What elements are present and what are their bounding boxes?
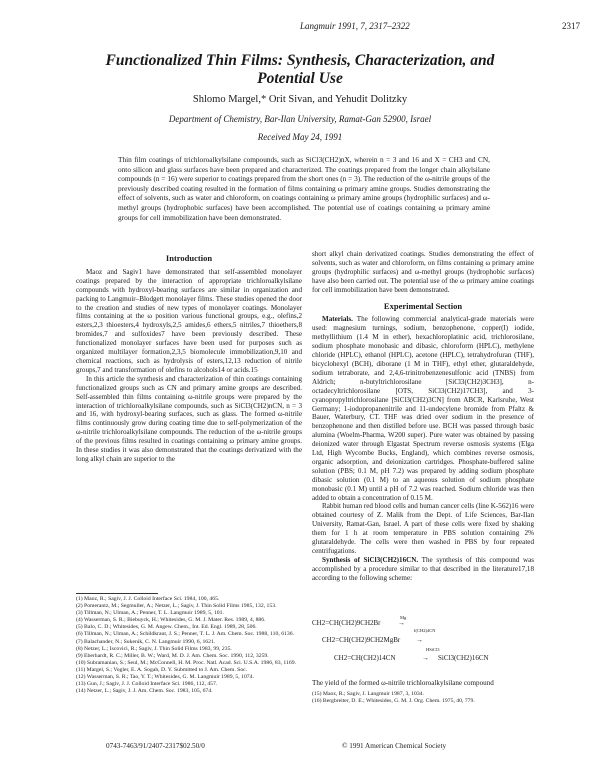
footer-code: 0743-7463/91/2407-2317$02.50/0 xyxy=(106,742,205,750)
footnote-rule xyxy=(76,593,158,594)
synthesis-label: Synthesis of SiCl3(CH2)16CN. xyxy=(322,555,419,564)
reference: (12) Wasserman, S. R.; Tao, Y. T.; Whitesides, G. M. Langmuir 1989, 5, 1074. xyxy=(76,674,254,681)
reference: (16) Bergbreiter, D. E.; Whitesides, G. M. J. Org. Chem. 1975, 40, 779. xyxy=(312,698,475,705)
experimental-heading: Experimental Section xyxy=(383,300,463,311)
materials-label: Materials. xyxy=(322,315,353,324)
scheme-step3-reagent: HSiCl3 xyxy=(426,647,440,652)
page-number: 2317 xyxy=(562,21,580,31)
reaction-scheme xyxy=(312,615,534,679)
scheme-arrow-icon: → xyxy=(416,636,423,644)
reference: (7) Balachander, N.; Sukenik, C. N. Langmuir 1990, 6, 1621. xyxy=(76,638,216,645)
intro-continuation: short alkyl chain derivatized coatings. Studies demonstrating the effect of solvents, such as water and chloroform, on films containing ω primary amine groups (hydrophilic surfaces) and ω-methyl groups (hydrophobic surfaces) have also been carried out. The potential use of the ω primary amine coatings for cell immobilization have been demonstrated. xyxy=(312,250,534,294)
reference: (6) Tillman, N.; Ulman, A.; Schildkraut, J. S.; Penner, T. L. J. Am. Chem. Soc. 1988, 110, 6136. xyxy=(76,631,295,638)
right-column xyxy=(312,250,534,583)
reference: (8) Netzer, L.; Iscovici, R.; Sagiv, J. Thin Solid Films 1983, 99, 235. xyxy=(76,645,232,652)
reference: (3) Tillman, N.; Ulman, A.; Penner, T. L. Langmuir 1989, 5, 101. xyxy=(76,610,224,617)
scheme-caption: The yield of the formed ω-nitrile trichloroalkylsilane compound xyxy=(312,679,494,687)
title-line-2: Potential Use xyxy=(257,70,343,87)
affiliation: Department of Chemistry, Bar-Ilan University, Ramat-Gan 52900, Israel xyxy=(168,114,432,124)
references-left xyxy=(76,596,302,695)
scheme-step2-reactant: CH2=CH(CH2)9CH2MgBr xyxy=(322,636,401,644)
left-column xyxy=(76,254,302,464)
cells-paragraph: Rabbit human red blood cells and human cancer cells (line K-562)16 were obtained courtesy of Z. Malik from the Dept. of Life Sciences, Bar-Ilan University, Ramat-Gan, Israel. A part of these cells were fixed by shaking them for 1 h at room temperature in PBS solution containing 2% glutaraldehyde. The cells were then washed in PBS by four repeated centrifugations. xyxy=(312,502,534,555)
abstract: Thin film coatings of trichloroalkylsilane compounds, such as SiCl3(CH2)nX, wherein n = 3 and 16 and X = CH3 and CN, onto silicon and glass surfaces have been prepared and characterized. The coatings prepared from the longer chain alkylsilane compounds (n = 16) were superior to coatings prepared from the short ones (n = 3). The reduction of the ω-nitrile groups of the previously described coating resulted in the formation of films containing ω primary amine groups. Studies demonstrating the effect of solvents, such as water and chloroform, on coatings containing ω primary amine groups (hydrophilic surfaces) and ω-methyl groups (hydrophobic surfaces) have been accomplished. The potential use of coatings containing ω primary amine groups for cell immobilization have been demonstrated. xyxy=(118,155,490,222)
synthesis-text: The synthesis of this compound was accomplished by a procedure similar to that described in the literature17,18 according to the following scheme: xyxy=(312,555,534,582)
intro-paragraph-1: Maoz and Sagiv1 have demonstrated that self-assembled monolayer coatings prepared by the interaction of appropriate trichloroalkylsilane compounds with hydroxyl-bearing surfaces are similar in organization and packing to Langmuir–Blodgett monolayer films. These studies opened the door to the creation and studies of new types of monolayer coatings. Monolayer films containing at the ω position various functional groups, e.g., olefins,2 esters,2,3 thioesters,4 hydroxyls,2,5 amides,6 ethers,5 nitriles,7 thioethers,8 bromides,7 and sulfoxides7 have been previously described. These functionalized monolayer surfaces have been used for purposes such as organized multilayer formation,2,3,5 biomolecule immobilization,9,10 and chemical reactions, such as hydrolysis of esters,12,13 reduction of nitrile groups,7 and transformation of olefins to alcohols14 or acids.15 xyxy=(76,267,302,374)
authors: Shlomo Margel,* Orit Sivan, and Yehudit Dolitzky xyxy=(192,94,408,105)
synthesis-paragraph xyxy=(312,556,534,583)
intro-paragraph-2: In this article the synthesis and characterization of thin coatings containing functionalized groups such as CN and primary amine groups are described. Self-assembled thin films containing ω-nitrile groups were prepared by the interaction of trichloroalkylsilane compounds, such as SiCl3(CH2)nCN, n = 3 and 16, with hydroxyl-bearing surfaces, such as glass. The formed ω-nitrile films continuously grow during coating time due to self-polymerization of the ω-nitrile trichloroalkylsilane compounds. The reduction of the ω-nitrile groups of the previous films resulted in coatings containing ω primary amine groups. In these studies it was also demonstrated that the coatings derivatized with the long alkyl chain are superior to the xyxy=(76,374,302,463)
scheme-step1-reagent: Mg xyxy=(400,615,407,620)
reference: (11) Margel, S.; Vogler, E. A. Sogah, D. Y. Submitted to J. Am. Chem. Soc. xyxy=(76,666,248,673)
references-right xyxy=(312,691,534,705)
scheme-step3-product: SiCl3(CH2)16CN xyxy=(438,654,489,662)
title-line-1: Functionalized Thin Films: Synthesis, Characterization, and xyxy=(105,52,495,69)
received-date: Received May 24, 1991 xyxy=(257,132,343,142)
scheme-arrow-icon: → xyxy=(422,654,429,662)
article-title xyxy=(0,52,600,88)
reference: (1) Maoz, R.; Sagiv, J. J. Colloid Interface Sci. 1984, 100, 465. xyxy=(76,596,220,602)
reference: (10) Subramanian, S.; Seul, M.; McConnell, H. M. Proc. Natl. Acad. Sci. U.S.A. 1986, 83, 1169. xyxy=(76,659,297,666)
running-header: Langmuir 1991, 7, 2317–2322 xyxy=(300,21,410,31)
scheme-step3-reactant: CH2=CH(CH2)14CN xyxy=(334,654,396,662)
scheme-step1-reactant: CH2=CH(CH2)9CH2Br xyxy=(312,619,381,627)
materials-text: The following commercial analytical-grade materials were used: magnesium turnings, sodium, benzophenone, copper(I) iodide, methyllithium (1.4 M in ether), hexachloroplatinic acid, trichlorosilane, sodium phosphate monobasic and dibasic, chloroform (HPLC), methylene chloride (HPLC), ethanol (HPLC), acetone (HPLC), tetrahydrofuran (THF), bicyclohexyl (BCH), diborane (1 M in THF), ethyl ether, glutaraldehyde, sodium tetraborate, and 2,4,6-trinitrobenzenesulfonic acid (TNBS) from Aldrich; n-butyltrichlorosilane [SiCl3(CH2)3CH3], n-octadecyltrichlorosilane [OTS, SiCl3(CH2)17CH3], and 3-cyanopropyltrichlorosilane [SiCl3(CH2)3CN] from ABCR, Karlsruhe, West Germany; 1-iodopropanenitrile and 11-undecylene bromide from Pfaltz & Bauer, Waterbury, CT. THF was dried over sodium in the presence of benzophenone and then distilled before use. BCH was passed through basic alumina (Woelm-Pharma, W200 super). Pure water was obtained by passing deionized water through Elgastat Spectrum reverse osmosis systems (Elga Ltd, High Wycombe Bucks, England), which combines reverse osmosis, organic adsorption, and deionization cartridges. Phosphate-buffered saline solution (PBS; 0.1 M, pH 7.2) was prepared by adding sodium phosphate dibasic solution (0.1 M) to an aqueous solution of sodium phosphate monobasic (0.1 M) until a pH of 7.2 was reached. Sodium chloride was then added to obtain a concentration of 0.15 M. xyxy=(312,315,534,502)
reference: (15) Maoz, R.; Sagiv, J. Langmuir 1987, 3, 1034. xyxy=(312,691,424,697)
footer-copyright: © 1991 American Chemical Society xyxy=(342,742,447,750)
reference: (5) Balo, C. D.; Whitesides, G. M. Angew. Chem., Int. Ed. Engl. 1989, 28, 506. xyxy=(76,624,257,631)
reference: (4) Wasserman, S. R.; Biebuyck, H.; Whitesides, G. M. J. Mater. Res. 1989, 4, 886. xyxy=(76,617,266,624)
scheme-step2-reagent: I(CH2)4CN xyxy=(414,628,436,633)
reference: (9) Eberhardt, R. C.; Miller, B. W.; Ward, M. D. J. Am. Chem. Soc. 1990, 112, 3259. xyxy=(76,652,269,659)
introduction-heading: Introduction xyxy=(165,253,213,263)
materials-paragraph xyxy=(312,315,534,502)
reference: (14) Netzer, L.; Sagiv, J. J. Am. Chem. Soc. 1983, 105, 674. xyxy=(76,688,213,695)
reference: (2) Pomerantz, M.; Segmuller, A.; Netzer, L.; Sagiv, J. Thin Solid Films 1985, 132, 153. xyxy=(76,603,277,610)
reference: (13) Gun, J.; Sagiv, J. J. Colloid Interface Sci. 1986, 112, 457. xyxy=(76,681,218,688)
scheme-arrow-icon: → xyxy=(398,619,405,627)
